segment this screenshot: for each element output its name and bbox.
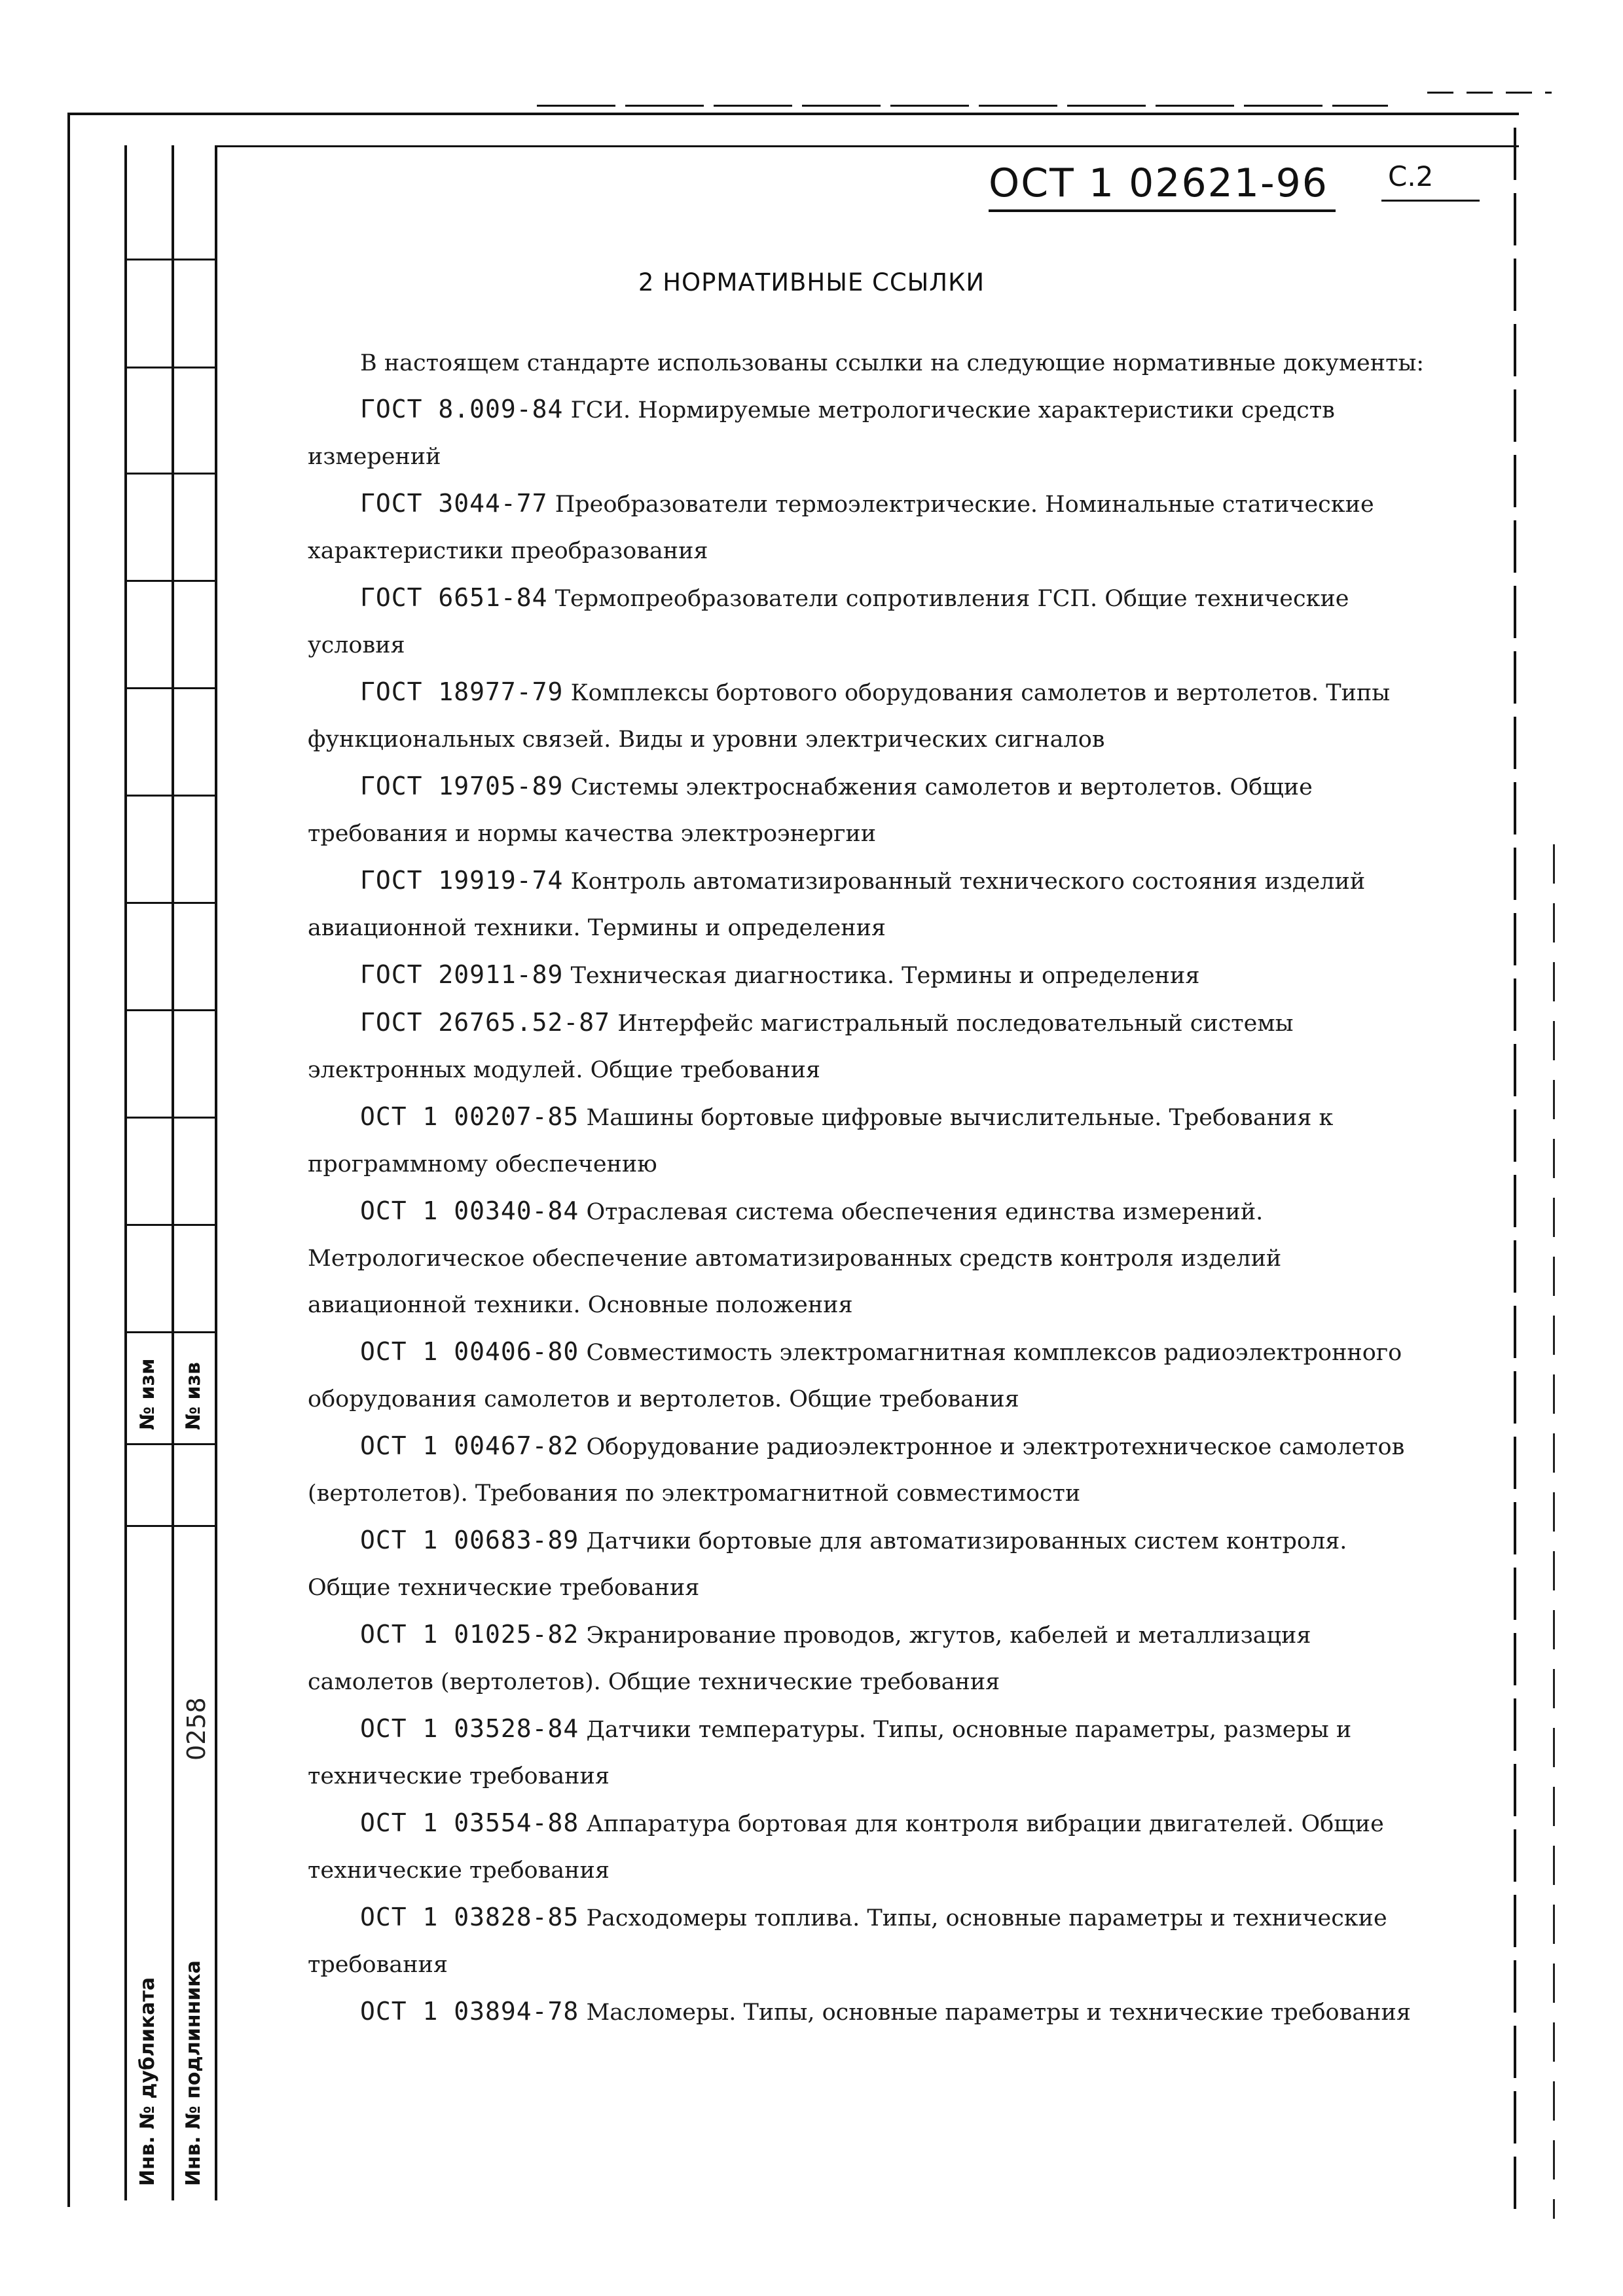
sidebar-grid-line <box>124 1331 216 1333</box>
reference-title: Расходомеры топлива. Типы, основные параметры и технические требования <box>308 1905 1387 1978</box>
document-body <box>308 340 1434 2036</box>
sidebar-izv-label: № изв <box>182 1362 205 1430</box>
sidebar-column-line-1 <box>124 145 127 2200</box>
reference-title: Датчики температуры. Типы, основные параметры, размеры и технические требования <box>308 1717 1352 1789</box>
sidebar-column-line-2 <box>172 145 174 2200</box>
reference-item <box>308 669 1434 763</box>
sidebar-grid-line <box>124 367 216 368</box>
reference-title: Преобразователи термоэлектрические. Номинальные статические характеристики преобразования <box>308 492 1374 564</box>
reference-item <box>308 1800 1434 1894</box>
reference-code: ОСТ 1 03828-85 <box>360 1903 579 1931</box>
reference-item <box>308 1094 1434 1188</box>
sidebar-grid-line <box>124 1117 216 1119</box>
frame-top-dash-long <box>537 105 1388 107</box>
reference-item <box>308 857 1434 952</box>
reference-title: ГСИ. Нормируемые метрологические характеристики средств измерений <box>308 397 1335 470</box>
intro-paragraph: В настоящем стандарте использованы ссылки на следующие нормативные документы: <box>360 350 1425 376</box>
frame-left-border <box>67 113 70 2207</box>
reference-item <box>308 763 1434 857</box>
section-title: 2 НОРМАТИВНЫЕ ССЫЛКИ <box>638 268 985 296</box>
reference-list <box>308 386 1434 2036</box>
reference-title: Термопреобразователи сопротивления ГСП. Общие технические условия <box>308 586 1349 658</box>
inner-top-border <box>216 145 1519 147</box>
sidebar-column-line-3 <box>215 145 217 2200</box>
document-code: ОСТ 1 02621-96 <box>989 160 1328 206</box>
sidebar-grid-line <box>124 687 216 689</box>
sidebar-grid-line <box>124 1443 216 1445</box>
reference-item <box>308 1188 1434 1329</box>
reference-item <box>308 386 1434 480</box>
reference-code: ОСТ 1 01025-82 <box>360 1620 579 1649</box>
reference-code: ОСТ 1 00683-89 <box>360 1526 579 1554</box>
frame-right-margin-line <box>1553 844 1555 2219</box>
reference-code: ОСТ 1 03894-78 <box>360 1997 579 2026</box>
reference-title: Техническая диагностика. Термины и определения <box>570 963 1200 989</box>
reference-item <box>308 575 1434 669</box>
reference-title: Масломеры. Типы, основные параметры и технические требования <box>586 2000 1411 2026</box>
reference-code: ГОСТ 8.009-84 <box>360 395 564 423</box>
sidebar-grid-line <box>124 795 216 797</box>
reference-code: ГОСТ 19919-74 <box>360 866 564 895</box>
sidebar-duplicate-label: Инв. № дубликата <box>136 1977 159 2186</box>
frame-top-dash <box>1427 92 1552 94</box>
document-code-underline <box>989 209 1336 212</box>
reference-code: ОСТ 1 00207-85 <box>360 1102 579 1131</box>
reference-code: ГОСТ 19705-89 <box>360 772 564 800</box>
sidebar-grid-line <box>124 902 216 904</box>
reference-title: Отраслевая система обеспечения единства измерений. Метрологическое обеспечение автоматизированных средств контроля изделий авиационной техники. Основные положения <box>308 1199 1282 1318</box>
reference-title: Аппаратура бортовая для контроля вибрации двигателей. Общие технические требования <box>308 1811 1384 1884</box>
reference-item <box>308 999 1434 1094</box>
sidebar-number: 0258 <box>182 1697 211 1761</box>
frame-top-border <box>67 113 1519 115</box>
reference-code: ГОСТ 18977-79 <box>360 677 564 706</box>
sidebar-grid-line <box>124 473 216 475</box>
reference-code: ГОСТ 6651-84 <box>360 583 548 612</box>
reference-item <box>308 1517 1434 1611</box>
sidebar-original-label: Инв. № подлинника <box>182 1960 205 2186</box>
reference-code: ГОСТ 3044-77 <box>360 489 548 518</box>
reference-item <box>308 1423 1434 1517</box>
sidebar-grid-line <box>124 1525 216 1527</box>
reference-code: ОСТ 1 00467-82 <box>360 1431 579 1460</box>
sidebar-grid-line <box>124 1009 216 1011</box>
page-number-underline <box>1381 200 1480 202</box>
reference-title: Датчики бортовые для автоматизированных систем контроля. Общие технические требования <box>308 1528 1347 1601</box>
reference-item <box>308 1611 1434 1706</box>
reference-title: Интерфейс магистральный последовательный системы электронных модулей. Общие требования <box>308 1011 1294 1083</box>
sidebar-izm-label: № изм <box>136 1358 159 1430</box>
reference-title: Экранирование проводов, жгутов, кабелей и металлизация самолетов (вертолетов). Общие технические требования <box>308 1623 1311 1695</box>
reference-code: ГОСТ 20911-89 <box>360 960 564 989</box>
reference-item <box>308 1988 1434 2036</box>
frame-right-border <box>1514 128 1516 2222</box>
page-number: С.2 <box>1388 160 1434 192</box>
reference-item <box>308 1706 1434 1800</box>
reference-title: Контроль автоматизированный технического состояния изделий авиационной техники. Термины и определения <box>308 869 1366 941</box>
reference-item <box>308 952 1434 999</box>
reference-title: Машины бортовые цифровые вычислительные. Требования к программному обеспечению <box>308 1105 1334 1177</box>
reference-title: Системы электроснабжения самолетов и вертолетов. Общие требования и нормы качества электроэнергии <box>308 774 1313 847</box>
reference-code: ОСТ 1 03528-84 <box>360 1714 579 1743</box>
reference-code: ОСТ 1 00340-84 <box>360 1196 579 1225</box>
reference-title: Совместимость электромагнитная комплексов радиоэлектронного оборудования самолетов и вертолетов. Общие требования <box>308 1340 1402 1412</box>
reference-title: Оборудование радиоэлектронное и электротехническое самолетов (вертолетов). Требования по электромагнитной совместимости <box>308 1434 1405 1507</box>
reference-code: ОСТ 1 00406-80 <box>360 1337 579 1366</box>
reference-code: ГОСТ 26765.52-87 <box>360 1008 611 1037</box>
reference-item <box>308 1329 1434 1423</box>
sidebar-grid-line <box>124 580 216 582</box>
sidebar-grid-line <box>124 259 216 260</box>
reference-title: Комплексы бортового оборудования самолетов и вертолетов. Типы функциональных связей. Виды и уровни электрических сигналов <box>308 680 1391 753</box>
reference-item <box>308 1894 1434 1988</box>
reference-code: ОСТ 1 03554-88 <box>360 1808 579 1837</box>
sidebar-grid-line <box>124 1224 216 1226</box>
reference-item <box>308 480 1434 575</box>
